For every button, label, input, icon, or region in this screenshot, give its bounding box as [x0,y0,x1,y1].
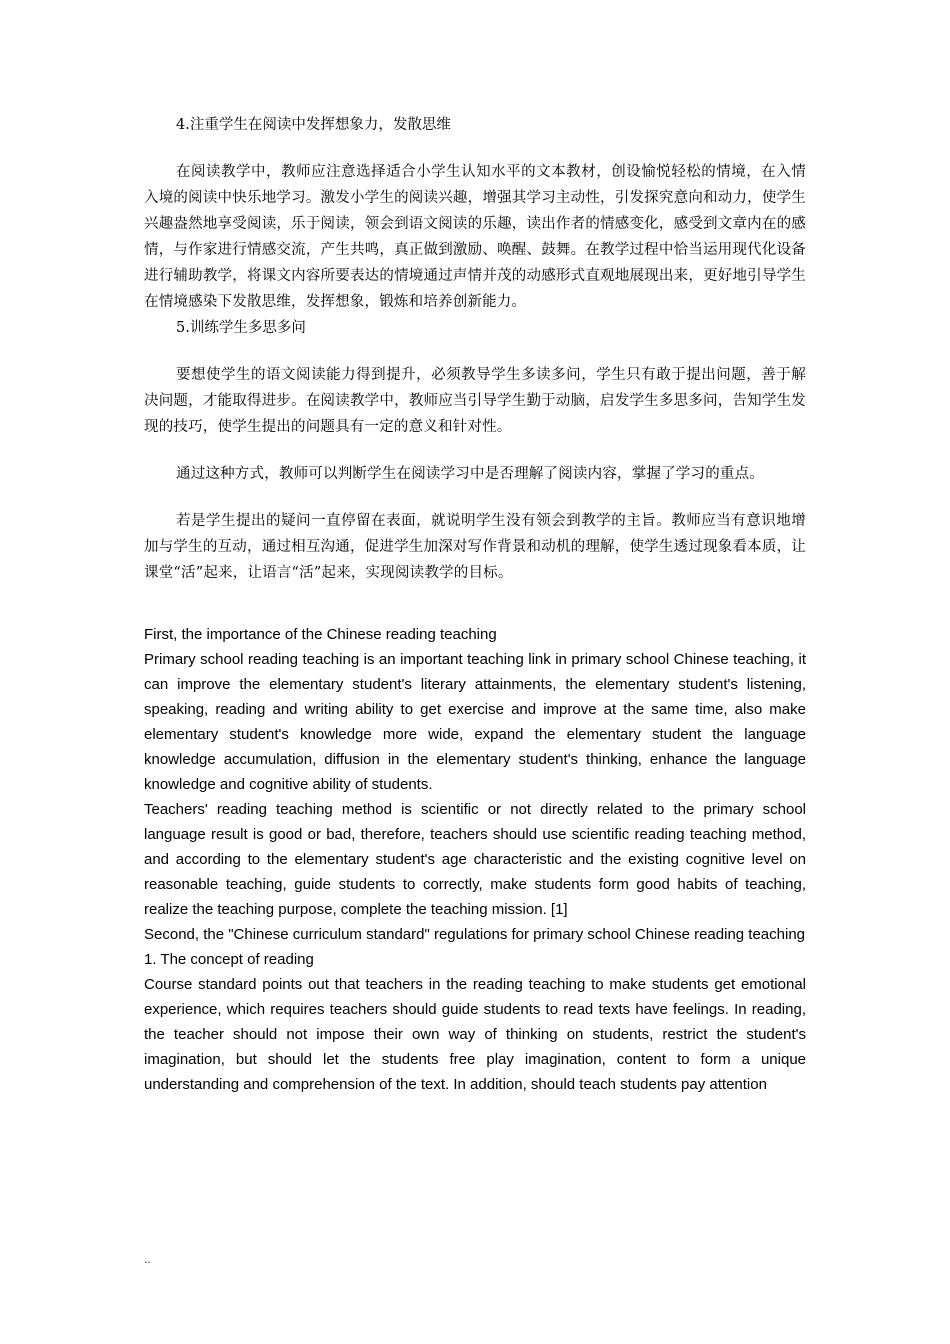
paragraph: 若是学生提出的疑问一直停留在表面，就说明学生没有领会到教学的主旨。教师应当有意识地增加与学生的互动，通过相互沟通，促进学生加深对写作背景和动机的理解，使学生透过现象看本质，让课堂“活”起来，让语言“活”起来，实现阅读教学的目标。 [144,513,806,581]
english-paragraph: Course standard points out that teachers in the reading teaching to make students get emotional experience, which requires teachers should guide students to read texts have feelings. In reading, the teacher should not impose their own way of thinking on students, restrict the student's imagination, but should let the students free play imagination, content to form a unique understanding and comprehension of the text. In addition, should teach students pay attention [144,976,806,1093]
english-subheading: 1. The concept of reading [144,951,314,968]
chinese-section-4 [144,112,806,315]
paragraph: 在阅读教学中，教师应注意选择适合小学生认知水平的文本教材，创设愉悦轻松的情境，在入情入境的阅读中快乐地学习。激发小学生的阅读兴趣，增强其学习主动性，引发探究意向和动力，使学生兴趣盎然地享受阅读，乐于阅读，领会到语文阅读的乐趣，读出作者的情感变化，感受到文章内在的感情，与作家进行情感交流，产生共鸣，真正做到激励、唤醒、鼓舞。在教学过程中恰当运用现代化设备进行辅助教学，将课文内容所要表达的情境通过声情并茂的动感形式直观地展现出来，更好地引导学生在情境感染下发散思维，发挥想象，锻炼和培养创新能力。 [144,164,806,310]
english-heading: Second, the "Chinese curriculum standard" regulations for primary school Chinese reading teaching [144,926,806,943]
paragraph: 通过这种方式，教师可以判断学生在阅读学习中是否理解了阅读内容，掌握了学习的重点。 [176,466,764,482]
english-translation-block [144,622,806,1097]
document-page [144,112,806,1097]
english-heading: First, the importance of the Chinese reading teaching [144,626,497,643]
english-paragraph: Teachers' reading teaching method is scientific or not directly related to the primary school language result is good or bad, therefore, teachers should use scientific reading teaching method, and according to the elementary student's age characteristic and the existing cognitive level on reasonable teaching, guide students to correctly, make students form good habits of teaching, realize the teaching purpose, complete the teaching mission. [1] [144,801,806,918]
footer-mark: .. [144,1252,151,1266]
section-heading: 4.注重学生在阅读中发挥想象力，发散思维 [176,117,451,133]
paragraph: 要想使学生的语文阅读能力得到提升，必须教导学生多读多问，学生只有敢于提出问题，善于解决问题，才能取得进步。在阅读教学中，教师应当引导学生勤于动脑，启发学生多思多问，告知学生发现的技巧，使学生提出的问题具有一定的意义和针对性。 [144,367,806,435]
chinese-section-5 [144,315,806,586]
section-heading: 5.训练学生多思多问 [176,320,306,336]
english-paragraph: Primary school reading teaching is an important teaching link in primary school Chinese teaching, it can improve the elementary student's literary attainments, the elementary student's listening, speaking, reading and writing ability to get exercise and improve at the same time, also make elementary student's knowledge more wide, expand the elementary student the language knowledge accumulation, diffusion in the elementary student's thinking, enhance the language knowledge and cognitive ability of students. [144,651,806,793]
